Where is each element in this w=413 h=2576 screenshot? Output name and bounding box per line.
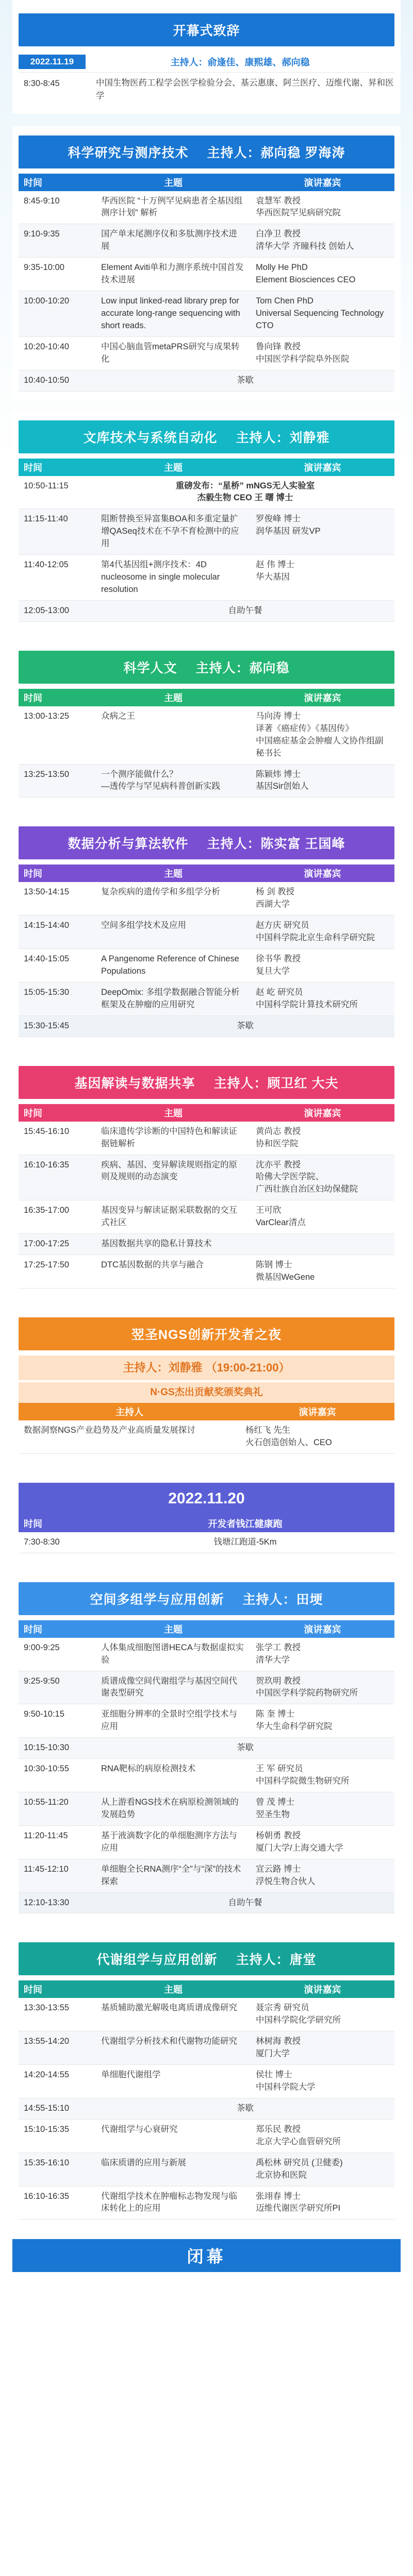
night-time: （19:00-21:00） [205, 1361, 290, 1374]
table-row [19, 509, 394, 555]
table-row [19, 191, 394, 224]
closing-title: 闭幕 [187, 2247, 226, 2266]
table-row [19, 1759, 394, 1792]
break-row [19, 1738, 394, 1759]
break-label: 茶歇 [96, 1738, 394, 1759]
table-header: 演讲嘉宾 [304, 692, 341, 703]
table-header: 演讲嘉宾 [304, 869, 341, 879]
row-topic: 临床质谱的应用与新展 [96, 2153, 251, 2186]
row-time: 12:05-13:00 [19, 600, 96, 621]
row-speaker: 陈 奎 博士 华大生命科学研究院 [251, 1704, 394, 1738]
night-title-bar [19, 1317, 394, 1350]
row-speaker: 袁慧军 教授 华西医院罕见病研究院 [251, 191, 394, 224]
table-header: 演讲嘉宾 [304, 1624, 341, 1635]
row-time: 13:55-14:20 [19, 2031, 96, 2065]
table-row [19, 1234, 394, 1255]
row-topic: 空间多组学技术及应用 [96, 916, 251, 949]
day2-date: 2022.11.20 [168, 1489, 245, 1507]
row-time: 11:40-12:05 [19, 555, 96, 601]
row-time: 16:35-17:00 [19, 1200, 96, 1234]
row-time: 9:10-9:35 [19, 224, 96, 258]
row-topic: 第4代基因组+测序技术：4D nucleosome in single molecular resolution [96, 555, 251, 601]
row-time: 15:05-15:30 [19, 982, 96, 1015]
table-row [19, 2065, 394, 2098]
section-title-bar [19, 135, 394, 168]
row-time: 9:25-9:50 [19, 1671, 96, 1704]
row-topic: 疾病、基因、变异解读规则指定的原则及规则的动态演变 [96, 1155, 251, 1200]
row-time: 16:10-16:35 [19, 1155, 96, 1200]
section-chair: 主持人：田埂 [242, 1592, 323, 1607]
section-chair: 主持人：郝向稳 [195, 660, 290, 675]
schedule-table [19, 689, 394, 798]
section-title: 科学研究与测序技术 [68, 145, 189, 160]
section-title: 代谢组学与应用创新 [96, 1953, 218, 1968]
table-row [19, 706, 394, 764]
table-header: 主题 [164, 1108, 183, 1118]
table-header: 主题 [164, 177, 183, 188]
row-speaker [251, 1234, 394, 1255]
row-time: 10:20-10:40 [19, 336, 96, 370]
row-topic: 基因数据共享的隐私计算技术 [96, 1234, 251, 1255]
row-topic: 代谢组学分析技术和代谢物功能研究 [96, 2031, 251, 2065]
section-title: 数据分析与算法软件 [68, 837, 189, 852]
night-speaker: 杨红飞 先生 火石创造创始人、CEO [240, 1420, 394, 1453]
section-title-bar [19, 651, 394, 684]
opening-title-bar [19, 13, 394, 46]
section-data [12, 817, 401, 1044]
break-row [19, 1015, 394, 1037]
row-speaker: 罗俊峰 博士 润华基因 研发VP [251, 509, 394, 555]
row-time: 10:50-11:15 [19, 476, 96, 509]
row-speaker: 王可欣 VarClear清点 [251, 1200, 394, 1234]
break-row [19, 600, 394, 621]
table-row [19, 949, 394, 982]
opening-hosts: 主持人：俞逢佳、康熙雄、郝向稳 [170, 57, 310, 67]
row-topic: 众病之王 [96, 706, 251, 764]
table-header: 主题 [164, 1624, 183, 1635]
table-row [19, 476, 394, 509]
table-row [19, 982, 394, 1015]
row-time: 10:40-10:50 [19, 370, 96, 391]
table-row [19, 1155, 394, 1200]
row-topic: 人体集成细胞图谱HECA与数据虚拟实验 [96, 1638, 251, 1671]
break-row [19, 1892, 394, 1913]
table-row [19, 1638, 394, 1671]
row-topic: 亚细胞分辨率的全景时空组学技术与应用 [96, 1704, 251, 1738]
row-topic: 一个测序能做什么？ —透传学与罕见病科普创新实践 [96, 764, 251, 798]
row-time: 9:50-10:15 [19, 1704, 96, 1738]
row-time: 13:50-14:15 [19, 882, 96, 915]
row-time: 9:00-9:25 [19, 1638, 96, 1671]
row-speaker: 宣云路 博士 浮悦生物合伙人 [251, 1859, 394, 1892]
section-lib [12, 411, 401, 629]
row-topic: DTC基因数据的共享与融合 [96, 1255, 251, 1289]
table-row [19, 1671, 394, 1704]
row-speaker: 赵 屹 研究员 中国科学院计算技术研究所 [251, 982, 394, 1015]
table-header: 时间 [24, 177, 42, 188]
break-row [19, 370, 394, 391]
row-speaker: 徐书华 教授 复旦大学 [251, 949, 394, 982]
row-time: 14:20-14:55 [19, 2065, 96, 2098]
row-time: 10:30-10:55 [19, 1759, 96, 1792]
day2-date-bar [19, 1483, 394, 1515]
day2-topic: 钱塘江跑道-5Km [96, 1532, 394, 1553]
section-chair: 主持人：刘静雅 [236, 430, 330, 445]
break-label: 茶歇 [96, 370, 394, 391]
row-time: 10:00-10:20 [19, 291, 96, 337]
opening-date: 2022.11.19 [19, 55, 86, 69]
table-row [19, 1255, 394, 1289]
table-row [19, 2186, 394, 2219]
section-title-bar [19, 1582, 394, 1615]
row-speaker: 陈钢 博士 微基因WeGene [251, 1255, 394, 1289]
row-time: 13:00-13:25 [19, 706, 96, 764]
row-time: 12:10-13:30 [19, 1892, 96, 1913]
schedule-table [19, 174, 394, 392]
schedule-table [19, 1620, 394, 1914]
row-speaker: 张学工 教授 清华大学 [251, 1638, 394, 1671]
row-speaker: 聂宗秀 研究员 中国科学院化学研究所 [251, 1998, 394, 2031]
row-speaker: 贺玖明 教授 中国医学科学院药物研究所 [251, 1671, 394, 1704]
row-time: 10:15-10:30 [19, 1738, 96, 1759]
row-time: 14:55-15:10 [19, 2098, 96, 2119]
table-header: 时间 [24, 462, 42, 473]
section-hum [12, 641, 401, 805]
row-time: 15:45-16:10 [19, 1122, 96, 1155]
opening-content: 中国生物医药工程学会医学检验分会、基云惠康、阿兰医疗、迈维代谢、昇和医学 [96, 78, 394, 100]
table-row [19, 1998, 394, 2031]
table-row [19, 336, 394, 370]
row-time: 13:30-13:55 [19, 1998, 96, 2031]
day2-event-title: 开发者钱江健康跑 [208, 1518, 283, 1529]
break-label: 茶歇 [96, 2098, 394, 2119]
opening-time: 8:30-8:45 [24, 79, 60, 88]
section-title: 基因解读与数据共享 [74, 1076, 195, 1091]
row-topic: A Pangenome Reference of Chinese Populations [96, 949, 251, 982]
row-speaker: 赵方庆 研究员 中国科学院北京生命科学研究院 [251, 916, 394, 949]
row-topic: 质谱成像空间代谢组学与基因空间代谢表型研究 [96, 1671, 251, 1704]
table-header: 演讲嘉宾 [304, 1108, 341, 1118]
table-row [19, 764, 394, 798]
row-topic: 阻断替换至异富集BOA和多重定量扩增QASeq技术在不孕不育检测中的应用 [96, 509, 251, 555]
schedule-table [19, 1980, 394, 2219]
table-row [19, 1859, 394, 1892]
row-time: 11:45-12:10 [19, 1859, 96, 1892]
table-row [19, 882, 394, 915]
table-header: 时间 [24, 1985, 42, 1995]
section-gene [12, 1057, 401, 1296]
row-topic: 代谢组学技术在肿瘤标志物发现与临床转化上的应用 [96, 2186, 251, 2219]
table-header: 主题 [164, 869, 183, 879]
row-speaker: 张翊春 博士 迈维代谢医学研究所PI [251, 2186, 394, 2219]
row-topic: 基质辅助激光解吸电离质谱成像研究 [96, 1998, 251, 2031]
row-topic: 复杂疾病的遗传学和多组学分析 [96, 882, 251, 915]
opening-section [12, 0, 401, 114]
row-speaker: 黄尚志 教授 协和医学院 [251, 1122, 394, 1155]
section-title-bar [19, 420, 394, 453]
schedule-table [19, 459, 394, 622]
opening-title: 开幕式致辞 [173, 24, 240, 38]
row-topic: 重磅发布：“星桥” mNGS无人实验室 杰毅生物 CEO 王 曙 博士 [96, 476, 394, 509]
schedule-table [19, 1104, 394, 1289]
table-header: 主题 [164, 462, 183, 473]
row-topic: 基于液滴数字化的单细胞测序方法与应用 [96, 1825, 251, 1859]
day2-time-header: 时间 [24, 1518, 42, 1529]
section-title-bar [19, 826, 394, 859]
row-speaker: 曾 茂 博士 翌圣生物 [251, 1792, 394, 1825]
row-topic: Low input linked-read library prep for accurate long-range sequencing with short reads. [96, 291, 251, 337]
row-time: 16:10-16:35 [19, 2186, 96, 2219]
row-speaker: 杨朝勇 教授 厦门大学/上海交通大学 [251, 1825, 394, 1859]
table-header: 时间 [24, 1108, 42, 1118]
table-row [19, 1200, 394, 1234]
section-title-bar [19, 1942, 394, 1975]
night-title: 翌圣NGS创新开发者之夜 [131, 1327, 282, 1342]
table-row [19, 1122, 394, 1155]
row-speaker: 马向涛 博士 译著《癌症传》《基因传》 中国癌症基金会肿瘤人文协作组副秘书长 [251, 706, 394, 764]
row-topic: 临床遗传学诊断的中国特色和解读证据链解析 [96, 1122, 251, 1155]
schedule-table [19, 865, 394, 1037]
break-label: 茶歇 [96, 1015, 394, 1037]
section-title-bar [19, 1066, 394, 1099]
day2-section [12, 1473, 401, 1561]
section-spatial [12, 1573, 401, 1921]
row-topic: 基因变异与解读证据采联数据的交互式社区 [96, 1200, 251, 1234]
section-sci [12, 126, 401, 399]
section-chair: 主持人：陈实富 王国峰 [207, 837, 345, 852]
row-time: 11:15-11:40 [19, 509, 96, 555]
row-topic: 华西医院 “十万例罕见病患者全基因组测序计划” 解析 [96, 191, 251, 224]
row-speaker: 郑乐民 教授 北京大学心血管研究所 [251, 2119, 394, 2153]
row-speaker: 王 军 研究员 中国科学院微生物研究所 [251, 1759, 394, 1792]
table-header: 时间 [24, 869, 42, 879]
table-row [19, 1704, 394, 1738]
night-chair: 主持人：刘静雅 [123, 1361, 203, 1374]
row-topic: 中国心脑血管metaPRS研究与成果转化 [96, 336, 251, 370]
row-speaker: 林树海 教授 厦门大学 [251, 2031, 394, 2065]
table-row [19, 2031, 394, 2065]
table-header: 主题 [164, 692, 183, 703]
table-row [19, 291, 394, 337]
row-time: 14:15-14:40 [19, 916, 96, 949]
break-label: 自助午餐 [96, 600, 394, 621]
night-section [12, 1308, 401, 1461]
row-time: 8:45-9:10 [19, 191, 96, 224]
row-time: 15:35-16:10 [19, 2153, 96, 2186]
row-time: 17:25-17:50 [19, 1255, 96, 1289]
row-topic: 国产单末尾测序仪和多肽测序技术进展 [96, 224, 251, 258]
day2-time: 7:30-8:30 [19, 1532, 96, 1553]
table-row [19, 1825, 394, 1859]
row-speaker: 赵 伟 博士 华大基因 [251, 555, 394, 601]
day2-table [19, 1515, 394, 1553]
row-topic: Element Aviti单和力测序系统中国首发技术进展 [96, 258, 251, 291]
section-chair: 主持人：郝向稳 罗海涛 [207, 145, 345, 160]
table-header: 主题 [164, 1985, 183, 1995]
row-time: 10:55-11:20 [19, 1792, 96, 1825]
section-meta [12, 1933, 401, 2227]
row-topic: 单细胞全长RNA测序“全”与“深”的技术探索 [96, 1859, 251, 1892]
table-header: 时间 [24, 692, 42, 703]
table-row [19, 2153, 394, 2186]
row-topic: RNA靶标的病原检测技术 [96, 1759, 251, 1792]
table-header: 时间 [24, 1624, 42, 1635]
row-speaker: 鲁向锋 教授 中国医学科学院阜外医院 [251, 336, 394, 370]
row-topic: DeepOmix: 多组学数据融合智能分析框架及在肿瘤的应用研究 [96, 982, 251, 1015]
section-title: 文库技术与系统自动化 [83, 430, 218, 445]
table-row [19, 1792, 394, 1825]
table-row [19, 916, 394, 949]
table-header: 演讲嘉宾 [304, 1985, 341, 1995]
row-speaker: 禹松林 研究员 (卫健委) 北京协和医院 [251, 2153, 394, 2186]
row-speaker: Tom Chen PhD Universal Sequencing Technology CTO [251, 291, 394, 337]
table-row [19, 224, 394, 258]
break-label: 自助午餐 [96, 1892, 394, 1913]
row-time: 11:20-11:45 [19, 1825, 96, 1859]
night-topic: 数据洞察NGS产业趋势及产业高质量发展探讨 [19, 1420, 240, 1453]
night-host-header: 主持人 [115, 1406, 143, 1417]
row-time: 17:00-17:25 [19, 1234, 96, 1255]
row-time: 15:30-15:45 [19, 1015, 96, 1037]
table-row [19, 2119, 394, 2153]
section-chair: 主持人：唐堂 [236, 1953, 317, 1968]
closing-bar [12, 2239, 401, 2272]
row-topic: 代谢组学与心衰研究 [96, 2119, 251, 2153]
row-topic: 单细胞代谢组学 [96, 2065, 251, 2098]
table-header: 演讲嘉宾 [304, 177, 341, 188]
row-time: 15:10-15:35 [19, 2119, 96, 2153]
night-award: N·GS杰出贡献奖颁奖典礼 [19, 1382, 394, 1403]
row-topic: 从上游看NGS技术在病原检测领域的发展趋势 [96, 1792, 251, 1825]
table-row [19, 555, 394, 601]
row-speaker: 侯壮 博士 中国科学院大学 [251, 2065, 394, 2098]
section-chair: 主持人：顾卫红 大夫 [213, 1076, 339, 1091]
row-speaker: 沈亦平 教授 哈佛大学医学院、 广西壮族自治区妇幼保健院 [251, 1155, 394, 1200]
night-table [19, 1403, 394, 1454]
section-title: 空间多组学与应用创新 [90, 1592, 224, 1607]
section-title: 科学人文 [123, 660, 177, 675]
night-speaker-header: 演讲嘉宾 [299, 1406, 336, 1417]
table-header: 演讲嘉宾 [304, 462, 341, 473]
table-row [19, 258, 394, 291]
row-time: 13:25-13:50 [19, 764, 96, 798]
row-speaker: Molly He PhD Element Biosciences CEO [251, 258, 394, 291]
row-speaker: 陈颖炜 博士 基因Sir创始人 [251, 764, 394, 798]
row-time: 14:40-15:05 [19, 949, 96, 982]
row-speaker: 白净卫 教授 清华大学 齐瞳科技 创始人 [251, 224, 394, 258]
night-chair-strip [19, 1355, 394, 1380]
row-time: 9:35-10:00 [19, 258, 96, 291]
break-row [19, 2098, 394, 2119]
row-speaker: 杨 剑 教授 西湖大学 [251, 882, 394, 915]
